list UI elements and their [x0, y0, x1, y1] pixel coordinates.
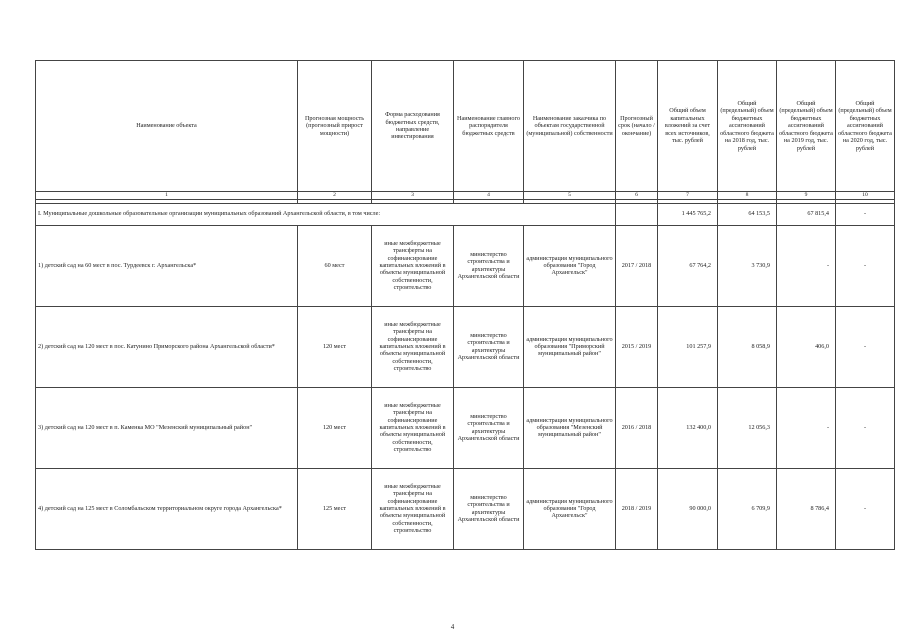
- table-row: [36, 225, 895, 306]
- object-name: 4) детский сад на 125 мест в Соломбальском территориальном округе города Архангельска*: [36, 468, 298, 549]
- column-number: 1: [36, 192, 298, 200]
- period: 2017 / 2018: [616, 225, 658, 306]
- budget-2018: 8 058,9: [718, 306, 777, 387]
- group-2020: -: [836, 203, 895, 225]
- budget-distributor: министерство строительства и архитектуры Архангельской области: [454, 306, 524, 387]
- column-number: 10: [836, 192, 895, 200]
- period: 2016 / 2018: [616, 387, 658, 468]
- header-cell: Общий объем капитальных вложений за счет всех источников, тыс. рублей: [658, 61, 718, 192]
- header-row: [36, 61, 895, 192]
- budget-2018: 6 709,9: [718, 468, 777, 549]
- group-name: I. Муниципальные дошкольные образовательные организации муниципальных образований Архангельской области, в том числе:: [36, 203, 616, 225]
- header-cell: Общий (предельный) объем бюджетных ассигнований областного бюджета на 2020 год, тыс. рублей: [836, 61, 895, 192]
- header-cell: Прогнозная мощность (прогнозный прирост мощности): [298, 61, 372, 192]
- budget-distributor: министерство строительства и архитектуры Архангельской области: [454, 468, 524, 549]
- column-number: 7: [658, 192, 718, 200]
- header-cell: Общий (предельный) объем бюджетных ассигнований областного бюджета на 2018 год, тыс. рублей: [718, 61, 777, 192]
- budget-distributor: министерство строительства и архитектуры Архангельской области: [454, 225, 524, 306]
- column-number: 2: [298, 192, 372, 200]
- capacity: 120 мест: [298, 387, 372, 468]
- header-cell: Прогнозный срок (начало / окончание): [616, 61, 658, 192]
- budget-2019: -: [777, 225, 836, 306]
- spending-form: иные межбюджетные трансферты на софинансирование капитальных вложений в объекты муниципальной собственности, строительство: [372, 468, 454, 549]
- table-row: [36, 387, 895, 468]
- group-row: [36, 203, 895, 225]
- capacity: 125 мест: [298, 468, 372, 549]
- budget-2018: 12 056,3: [718, 387, 777, 468]
- customer: администрация муниципального образования "Мезенский муниципальный район": [524, 387, 616, 468]
- table-row: [36, 468, 895, 549]
- budget-distributor: министерство строительства и архитектуры Архангельской области: [454, 387, 524, 468]
- spending-form: иные межбюджетные трансферты на софинансирование капитальных вложений в объекты муниципальной собственности, строительство: [372, 387, 454, 468]
- table-row: [36, 306, 895, 387]
- column-number: 8: [718, 192, 777, 200]
- page-number: 4: [450, 623, 455, 631]
- object-name: 3) детский сад на 120 мест в п. Каменка МО "Мезенский муниципальный район": [36, 387, 298, 468]
- customer: администрация муниципального образования "Город Архангельск": [524, 468, 616, 549]
- total-investment: 132 400,0: [658, 387, 718, 468]
- budget-2020: -: [836, 468, 895, 549]
- group-period: [616, 203, 658, 225]
- group-2018: 64 153,5: [718, 203, 777, 225]
- period: 2018 / 2019: [616, 468, 658, 549]
- column-number: 9: [777, 192, 836, 200]
- period: 2015 / 2019: [616, 306, 658, 387]
- customer: администрация муниципального образования "Приморский муниципальный район": [524, 306, 616, 387]
- total-investment: 101 257,9: [658, 306, 718, 387]
- capacity: 60 мест: [298, 225, 372, 306]
- capacity: 120 мест: [298, 306, 372, 387]
- header-cell: Форма расходования бюджетных средств, направление инвестирования: [372, 61, 454, 192]
- spending-form: иные межбюджетные трансферты на софинансирование капитальных вложений в объекты муниципальной собственности, строительство: [372, 225, 454, 306]
- budget-2019: -: [777, 387, 836, 468]
- header-cell: Наименование объекта: [36, 61, 298, 192]
- header-cell: Наименование главного распорядителя бюджетных средств: [454, 61, 524, 192]
- header-cell: Наименование заказчика по объектам государственной (муниципальной) собственности: [524, 61, 616, 192]
- object-name: 2) детский сад на 120 мест в пос. Катунино Приморского района Архангельской области*: [36, 306, 298, 387]
- budget-2020: -: [836, 225, 895, 306]
- group-total: 1 445 765,2: [658, 203, 718, 225]
- header-cell: Общий (предельный) объем бюджетных ассигнований областного бюджета на 2019 год, тыс. рублей: [777, 61, 836, 192]
- budget-2018: 3 730,9: [718, 225, 777, 306]
- customer: администрация муниципального образования "Город Архангельск": [524, 225, 616, 306]
- total-investment: 67 764,2: [658, 225, 718, 306]
- spending-form: иные межбюджетные трансферты на софинансирование капитальных вложений в объекты муниципальной собственности, строительство: [372, 306, 454, 387]
- budget-2020: -: [836, 306, 895, 387]
- total-investment: 90 000,0: [658, 468, 718, 549]
- budget-2019: 8 786,4: [777, 468, 836, 549]
- column-number-row: [36, 192, 895, 200]
- object-name: 1) детский сад на 60 мест в пос. Турдеевск г. Архангельска*: [36, 225, 298, 306]
- column-number: 3: [372, 192, 454, 200]
- column-number: 4: [454, 192, 524, 200]
- budget-2019: 406,0: [777, 306, 836, 387]
- investment-table: [35, 60, 895, 550]
- column-number: 6: [616, 192, 658, 200]
- column-number: 5: [524, 192, 616, 200]
- budget-2020: -: [836, 387, 895, 468]
- group-2019: 67 815,4: [777, 203, 836, 225]
